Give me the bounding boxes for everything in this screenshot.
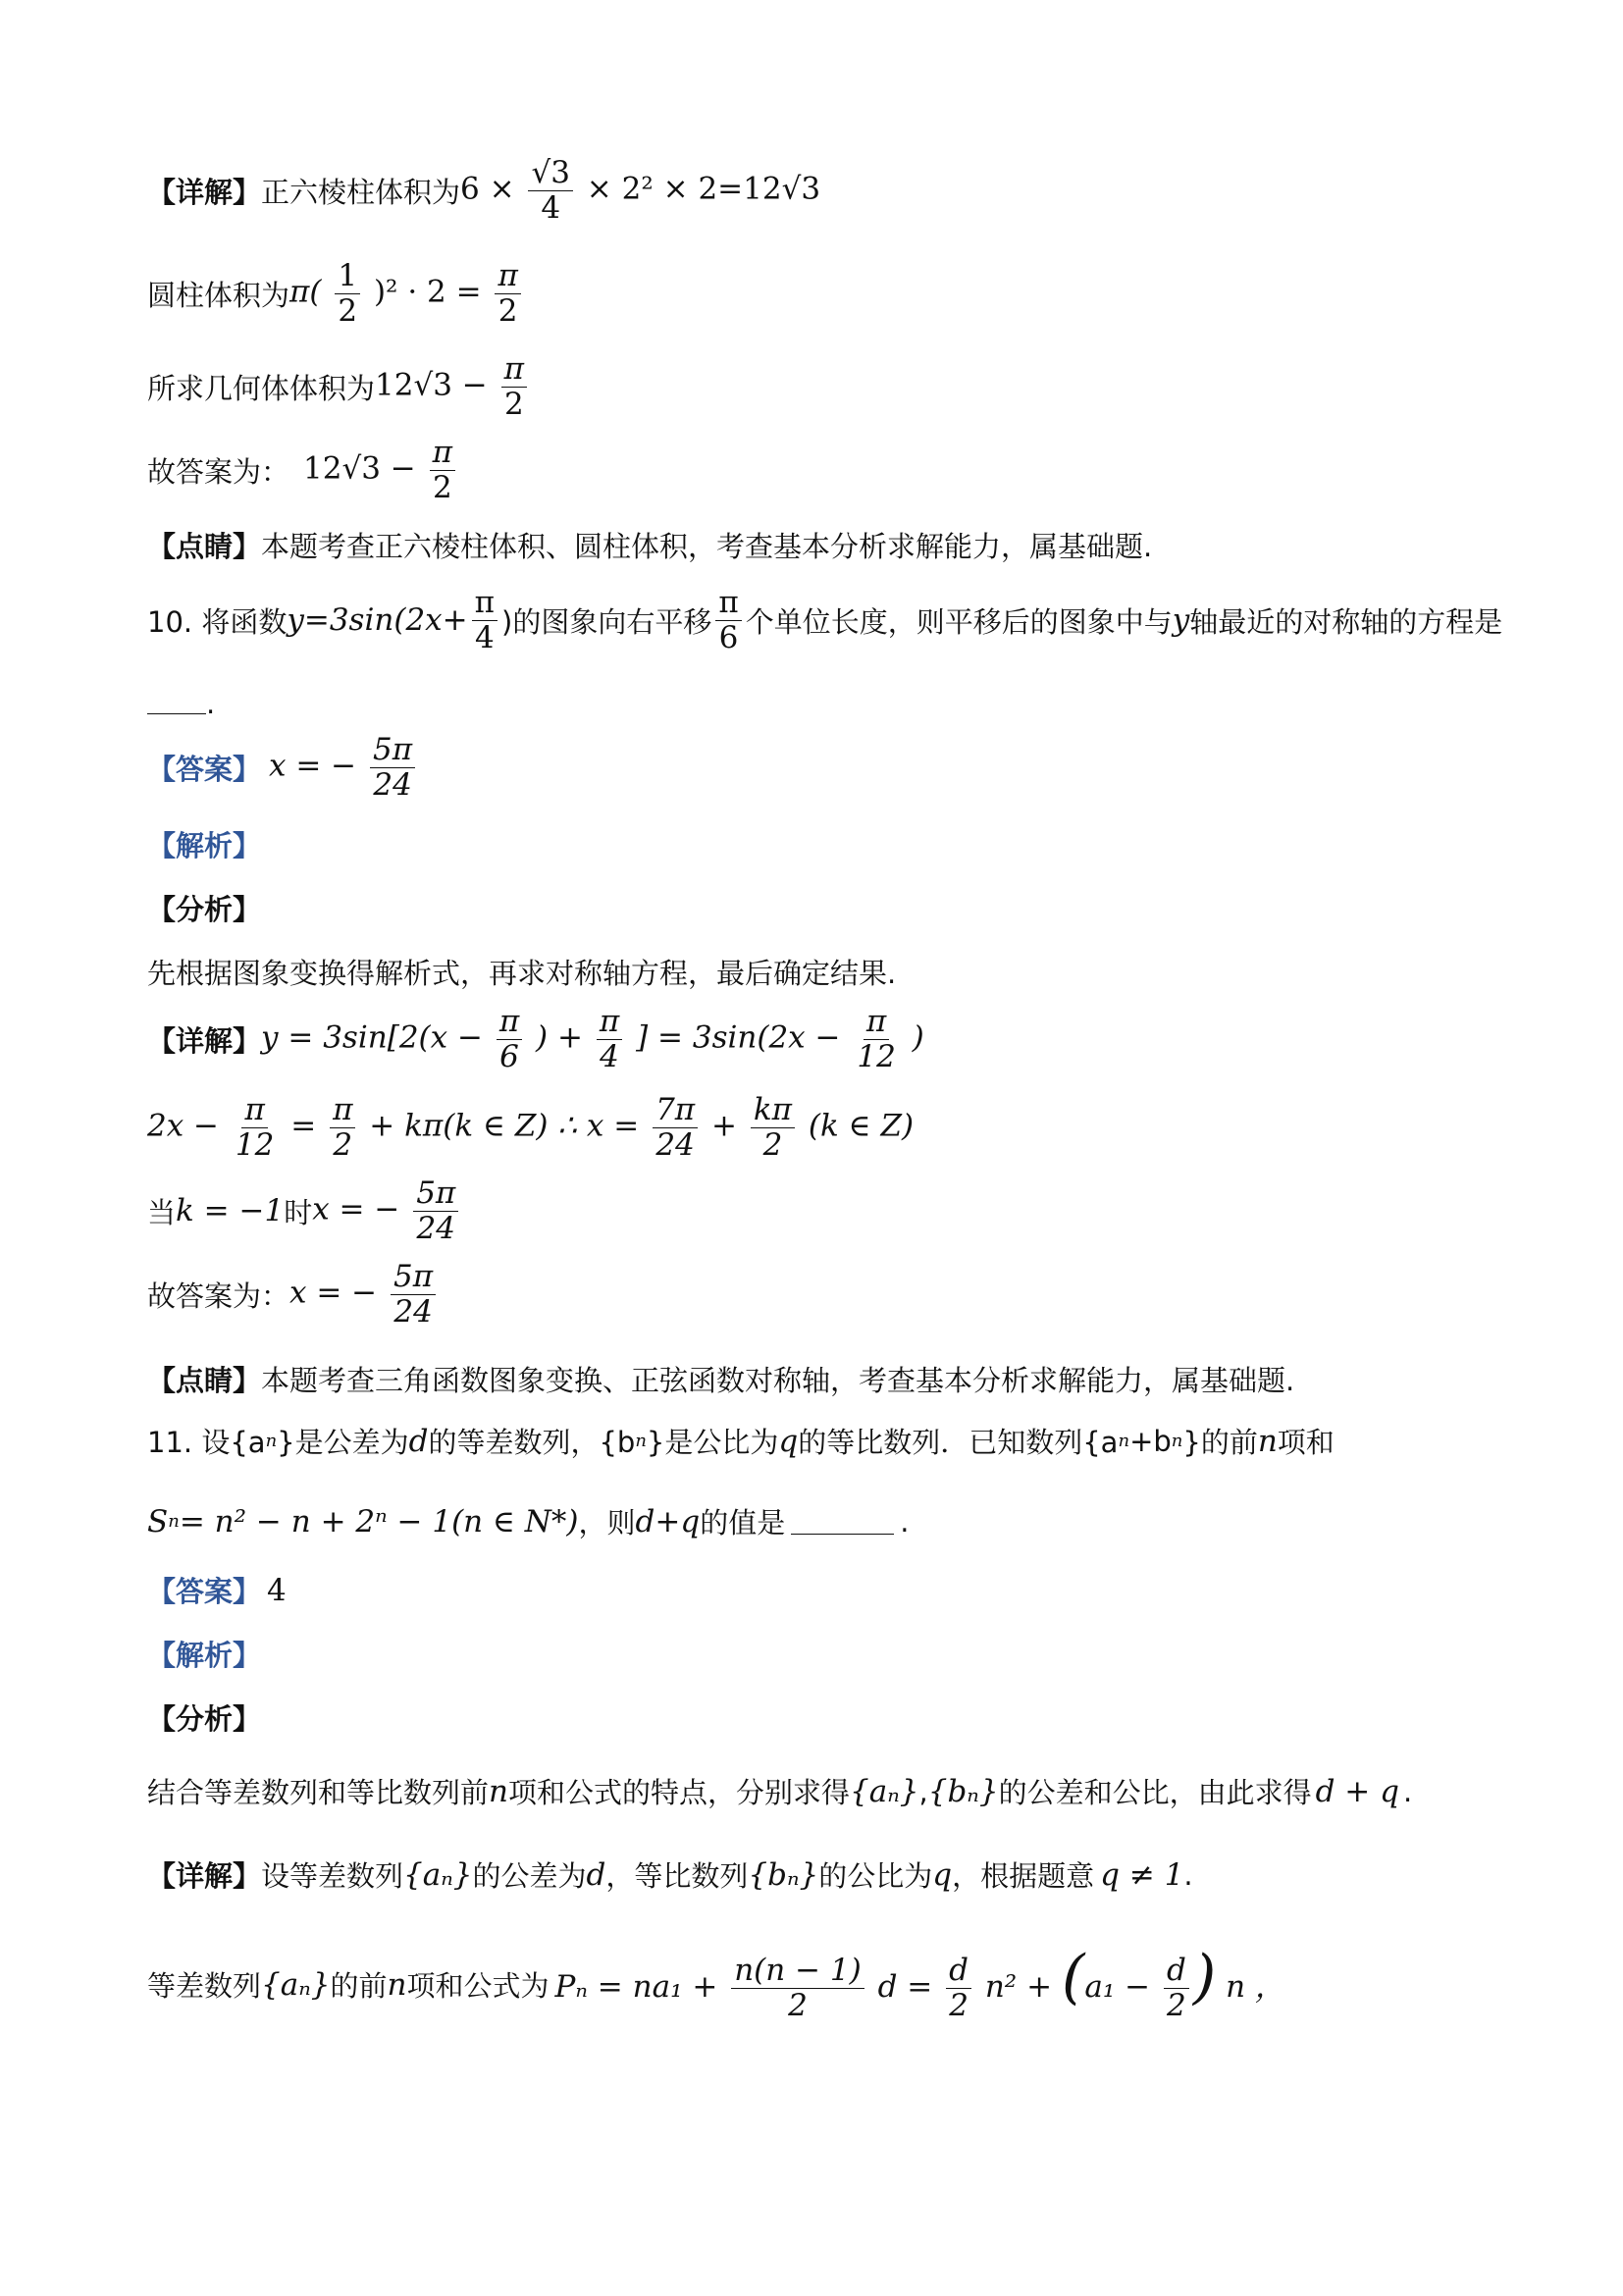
q11-sum-sub: n	[168, 1511, 180, 1532]
q10-stem-line	[147, 587, 1502, 653]
q11-fenxi-end: .	[1402, 1774, 1413, 1808]
answer-text: 故答案为：	[147, 454, 290, 489]
q11-fenxi-bn: {bₙ}	[927, 1773, 999, 1809]
detail-label: 【详解】	[147, 1859, 262, 1893]
p9-detail-line	[147, 157, 820, 224]
analysis-label: 【解析】	[147, 1639, 262, 1672]
q10-detail-line2	[147, 1094, 914, 1161]
q10-detail-line3	[147, 1177, 462, 1244]
q10-answer2-expr: x = − $\frac{5\pi}{24}$	[289, 1261, 440, 1328]
q11-detail-line	[147, 1854, 1193, 1895]
q11-stem-b: }是公差为	[277, 1426, 409, 1459]
q11-det-c: ，等比数列	[605, 1859, 749, 1893]
q11-fenxi-label-line	[147, 1697, 261, 1738]
q10-when: 当	[147, 1195, 177, 1229]
q10-shift-frac: $\frac{\pi}{6}$	[715, 587, 741, 653]
p9-cylinder-line	[147, 260, 525, 327]
q11-stem-c: 的等差数列，{b	[428, 1426, 636, 1459]
q11-sum-b: 的前	[330, 1969, 388, 2004]
q11-fenxi-a: 结合等差数列和等比数列前	[147, 1776, 490, 1809]
q11-stem2-end: .	[900, 1504, 910, 1539]
q11-sum-a: 等差数列	[147, 1969, 262, 2004]
q11-det-end: .	[1183, 1857, 1193, 1892]
q11-stem-h: }的前	[1182, 1426, 1258, 1459]
q11-stem-f: 的等比数列．已知数列{a	[798, 1426, 1119, 1459]
comment-text: 本题考查正六棱柱体积、圆柱体积，考查基本分析求解能力，属基础题.	[261, 530, 1153, 563]
q10-detail-line1	[147, 1006, 924, 1072]
q11-stem-line1	[147, 1421, 1335, 1461]
fenxi-label: 【分析】	[147, 893, 262, 926]
fenxi-text: 先根据图象变换得解析式，再求对称轴方程，最后确定结果.	[147, 957, 897, 990]
q10-analysis-line	[147, 824, 261, 864]
answer-blank	[791, 1508, 894, 1535]
q10-blank-line	[147, 687, 215, 720]
p9-answer-line	[147, 437, 459, 503]
q10-function: y=3sin(2x+	[287, 602, 468, 639]
fenxi-label: 【分析】	[147, 1702, 262, 1736]
q10-x-value: x = − $\frac{5\pi}{24}$	[312, 1177, 462, 1244]
solid-volume-text: 所求几何体体积为	[147, 371, 376, 405]
q11-stem-q: q	[778, 1423, 799, 1459]
q10-stem-a: 10. 将函数	[147, 604, 288, 639]
q10-stem-y: y	[1172, 602, 1190, 639]
q11-fenxi-b: 项和公式的特点，分别求得	[507, 1776, 850, 1809]
q11-sum-c: 项和公式为	[406, 1969, 550, 2004]
q10-detail-expr1: y = 3sin[2(x − $\frac{\pi}{6}$ ) + $\frac{\pi}{4}$ ] = 3sin(2x − $\frac{\pi}{12}$ )	[261, 1004, 924, 1074]
q11-answer-line	[147, 1570, 287, 1610]
analysis-label: 【解析】	[147, 829, 262, 862]
q10-time: 时	[284, 1195, 313, 1229]
q10-stem-c: 个单位长度，则平移后的图象中与	[745, 604, 1173, 639]
q10-phase-frac: $\frac{\pi}{4}$	[472, 587, 497, 653]
cylinder-volume-text: 圆柱体积为	[147, 278, 290, 312]
comment-text: 本题考查三角函数图象变换、正弦函数对称轴，考查基本分析求解能力，属基础题.	[261, 1364, 1295, 1397]
q11-sum-expr: = n² − n + 2ⁿ − 1(n ∈ N*)	[179, 1503, 579, 1539]
q10-answer-line	[147, 734, 419, 801]
q11-det-q: q	[932, 1856, 953, 1893]
q11-sum-an: {aₙ}	[261, 1966, 331, 2003]
cylinder-volume-expr: π( $\frac{1}{2}$ )² · 2 = $\frac{\pi}{2}$	[289, 260, 525, 327]
q10-fenxi-label-line	[147, 888, 261, 928]
q11-sum-formula: Pₙ = na₁ + $\frac{n(n - 1)}{2}$ d = $\frac{d}{2}$ n² + (a₁ − $\frac{d}{2}$ ) n ，	[554, 1943, 1285, 2023]
q11-det-e: 的公比为	[818, 1859, 933, 1893]
q11-sum-n: n	[387, 1966, 407, 2003]
q10-fenxi-line	[147, 952, 896, 992]
q11-stem-line2	[147, 1501, 909, 1541]
q11-fenxi-line	[147, 1771, 1412, 1811]
q11-fenxi-dq: d + q	[1315, 1773, 1399, 1809]
q11-stem-a: 11. 设{a	[147, 1426, 266, 1459]
q11-stem-e: }是公比为	[646, 1426, 779, 1459]
comment-label: 【点睛】	[147, 1364, 262, 1397]
q11-stem-i: 项和	[1277, 1426, 1335, 1459]
hex-volume-text: 正六棱柱体积为	[261, 175, 461, 209]
answer-expr: 12√3 − $\frac{\pi}{2}$	[303, 437, 459, 503]
q11-dq: d+q	[635, 1503, 701, 1539]
q10-stem-end: .	[206, 687, 216, 720]
answer-text: 故答案为：	[147, 1278, 290, 1313]
q10-k-value: k = −1	[176, 1193, 285, 1229]
q11-sum-symbol: S	[147, 1503, 169, 1539]
q11-stem-c-sub: n	[635, 1431, 647, 1451]
q11-stem2-a: ，则	[578, 1506, 636, 1539]
solid-volume-expr: 12√3 − $\frac{\pi}{2}$	[375, 353, 531, 420]
q11-det-d: d	[586, 1856, 606, 1893]
q11-analysis-line	[147, 1634, 261, 1674]
q11-stem-g: +b	[1129, 1424, 1172, 1458]
q11-answer-value: 4	[267, 1572, 287, 1608]
q11-det-bn: {bₙ}	[748, 1856, 819, 1893]
q11-stem-n: n	[1257, 1423, 1278, 1459]
q11-stem-f-sub: n	[1118, 1431, 1130, 1451]
q11-stem-g-sub: n	[1171, 1431, 1183, 1451]
q11-sum-line	[147, 1943, 1285, 2023]
q11-fenxi-c: 的公差和公比，由此求得	[998, 1776, 1312, 1809]
p9-comment-line	[147, 525, 1152, 565]
detail-label: 【详解】	[147, 175, 262, 209]
q11-det-f: ，根据题意	[952, 1859, 1095, 1893]
q10-comment-line	[147, 1359, 1294, 1399]
q10-stem-d: 轴最近的对称轴的方程是	[1189, 604, 1503, 639]
q11-stem2-b: 的值是	[700, 1506, 786, 1539]
q11-fenxi-an: {aₙ}	[850, 1773, 919, 1809]
q11-det-a: 设等差数列	[261, 1859, 404, 1893]
p9-solid-line	[147, 353, 531, 420]
comment-label: 【点睛】	[147, 530, 262, 563]
answer-label: 【答案】	[147, 1575, 262, 1608]
q11-fenxi-comma: ,	[918, 1774, 928, 1808]
q11-det-an: {aₙ}	[403, 1856, 473, 1893]
q11-stem-a-sub: n	[265, 1431, 278, 1451]
q10-answer-expr: x = − $\frac{5\pi}{24}$	[269, 734, 419, 801]
answer-blank	[147, 694, 206, 714]
q11-fenxi-n: n	[489, 1773, 508, 1809]
q10-detail-expr2: 2x − $\frac{\pi}{12}$ = $\frac{\pi}{2}$ + kπ(k ∈ Z) ∴ x = $\frac{7\pi}{24}$ + $\frac{k\pi}{2}$ (k ∈ Z)	[147, 1092, 915, 1163]
answer-label: 【答案】	[147, 752, 262, 786]
q11-stem-d: d	[408, 1423, 429, 1459]
q11-det-b: 的公差为	[472, 1859, 587, 1893]
q10-stem-b: )的图象向右平移	[501, 604, 712, 639]
q10-answer2-line	[147, 1261, 440, 1328]
hex-volume-expr: 6 × $\frac{√3}{4}$ × 2² × 2=12√3	[460, 155, 821, 226]
detail-label: 【详解】	[147, 1023, 262, 1058]
q11-det-cond: q ≠ 1	[1100, 1856, 1184, 1893]
